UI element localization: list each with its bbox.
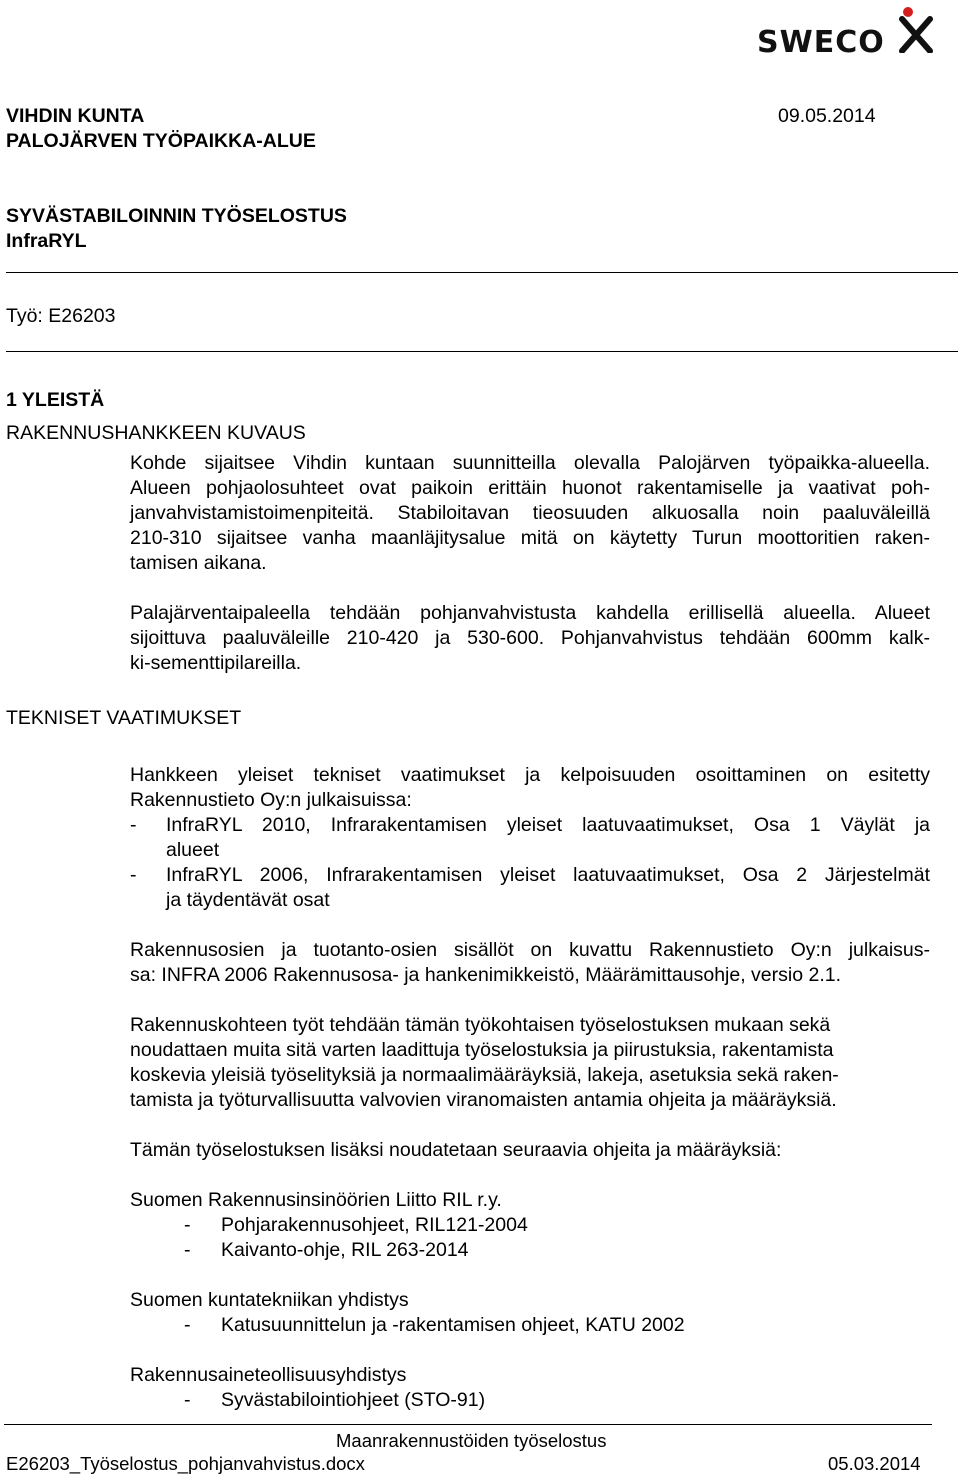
guideline-item: Kaivanto-ohje, RIL 263-2014	[221, 1239, 469, 1261]
footer-filename: E26203_Työselostus_pohjanvahvistus.docx	[6, 1453, 365, 1474]
list-dash: -	[184, 1239, 191, 1261]
footer-divider	[4, 1424, 932, 1425]
guideline-item: Syvästabilointiohjeet (STO-91)	[221, 1389, 486, 1411]
org-name: Rakennusaineteollisuusyhdistys	[130, 1364, 407, 1386]
list-item	[130, 1388, 930, 1413]
text-line: tamista ja työturvallisuutta valvovien viranomaisten antamia ohjeita ja määräyksiä.	[130, 1089, 837, 1111]
header-divider	[6, 272, 958, 273]
text-line: Rakennustieto Oy:n julkaisuissa:	[130, 789, 412, 811]
text-line: Rakennusosien ja tuotanto-osien sisällöt on kuvattu Rakennustieto Oy:n julkaisus-	[130, 939, 930, 961]
list-item	[130, 1238, 930, 1263]
text-line: koskevia yleisiä työselityksiä ja normaalimääräyksiä, lakeja, asetuksia sekä raken-	[130, 1064, 839, 1086]
list-dash: -	[130, 814, 137, 836]
guideline-item: Pohjarakennusohjeet, RIL121-2004	[221, 1214, 528, 1236]
org-ril	[130, 1188, 930, 1263]
paragraph-reinforcement	[130, 601, 930, 676]
list-dash: -	[184, 1214, 191, 1236]
text-line: ja täydentävät osat	[166, 889, 330, 911]
list-item	[130, 863, 930, 913]
org-name: Suomen Rakennusinsinöörien Liitto RIL r.y.	[130, 1189, 502, 1211]
list-dash: -	[184, 1389, 191, 1411]
text-line: Hankkeen yleiset tekniset vaatimukset ja kelpoisuuden osoittaminen on esitetty	[130, 764, 930, 786]
subheading-hankkeen-kuvaus: RAKENNUSHANKKEEN KUVAUS	[6, 422, 306, 444]
list-dash: -	[184, 1314, 191, 1336]
footer-title: Maanrakennustöiden työselostus	[336, 1430, 607, 1451]
paragraph-site-description	[130, 451, 930, 576]
requirements-list	[130, 813, 930, 913]
list-item	[130, 813, 930, 863]
list-item	[130, 1213, 930, 1238]
text-line: alueet	[166, 839, 220, 861]
project-name: PALOJÄRVEN TYÖPAIKKA-ALUE	[6, 130, 316, 152]
paragraph-additional-guidelines	[130, 1138, 930, 1163]
paragraph-infra-nomenclature	[130, 938, 930, 988]
text-line: sa: INFRA 2006 Rakennusosa- ja hankenimikkeistö, Määrämittausohje, versio 2.1.	[130, 964, 842, 986]
org-kuntatekniikka	[130, 1288, 930, 1338]
paragraph-work-instructions	[130, 1013, 930, 1113]
client-name: VIHDIN KUNTA	[6, 105, 145, 127]
text-line: noudattaen muita sitä varten laadittuja työselostuksia ja piirustuksia, rakentamista	[130, 1039, 834, 1061]
text-line: Palajärventaipaleella tehdään pohjanvahvistusta kahdella erillisellä alueella. Alueet	[130, 602, 930, 624]
text-line: Kohde sijaitsee Vihdin kuntaan suunnitteilla olevalla Palojärven työpaikka-alueella.	[130, 452, 930, 474]
text-line: InfraRYL 2006, Infrarakentamisen yleiset laatuvaatimukset, Osa 2 Järjestelmät	[166, 864, 930, 886]
guideline-item: Katusuunnittelun ja -rakentamisen ohjeet, KATU 2002	[221, 1314, 685, 1336]
work-number: Työ: E26203	[6, 305, 116, 327]
logo-text: SWECO	[757, 25, 885, 60]
text-line: Rakennuskohteen työt tehdään tämän työkohtaisen työselostuksen mukaan sekä	[130, 1014, 831, 1036]
text-line: InfraRYL 2010, Infrarakentamisen yleiset laatuvaatimukset, Osa 1 Väylät ja	[166, 814, 930, 836]
sweco-logo	[757, 5, 932, 60]
list-item	[130, 1313, 930, 1338]
footer-date: 05.03.2014	[828, 1453, 921, 1474]
text-line: 210-310 sijaitsee vanha maanläjitysalue mitä on käytetty Turun moottoritien raken-	[130, 527, 930, 549]
org-rakennusaineteollisuus	[130, 1363, 930, 1413]
text-line: janvahvistamistoimenpiteitä. Stabiloitavan tieosuuden alkuosalla noin paaluväleillä	[130, 502, 930, 524]
document-subtitle: InfraRYL	[6, 230, 87, 252]
list-dash: -	[130, 864, 137, 886]
section-heading-yleista: 1 YLEISTÄ	[6, 389, 105, 411]
text-line: tamisen aikana.	[130, 552, 267, 574]
section-heading-tekniset-vaatimukset: TEKNISET VAATIMUKSET	[6, 707, 242, 729]
text-line: Tämän työselostuksen lisäksi noudatetaan seuraavia ohjeita ja määräyksiä:	[130, 1139, 782, 1161]
sweco-figure-icon	[899, 5, 933, 53]
header-divider-2	[6, 351, 958, 352]
paragraph-requirements-intro	[130, 763, 930, 813]
document-title: SYVÄSTABILOINNIN TYÖSELOSTUS	[6, 205, 347, 227]
org-name: Suomen kuntatekniikan yhdistys	[130, 1289, 409, 1311]
header-date: 09.05.2014	[778, 105, 876, 127]
text-line: ki-sementtipilareilla.	[130, 652, 302, 674]
text-line: sijoittuva paaluväleille 210-420 ja 530-600. Pohjanvahvistus tehdään 600mm kalk-	[130, 627, 930, 649]
text-line: Alueen pohjaolosuhteet ovat paikoin erittäin huonot rakentamiselle ja vaativat poh-	[130, 477, 930, 499]
